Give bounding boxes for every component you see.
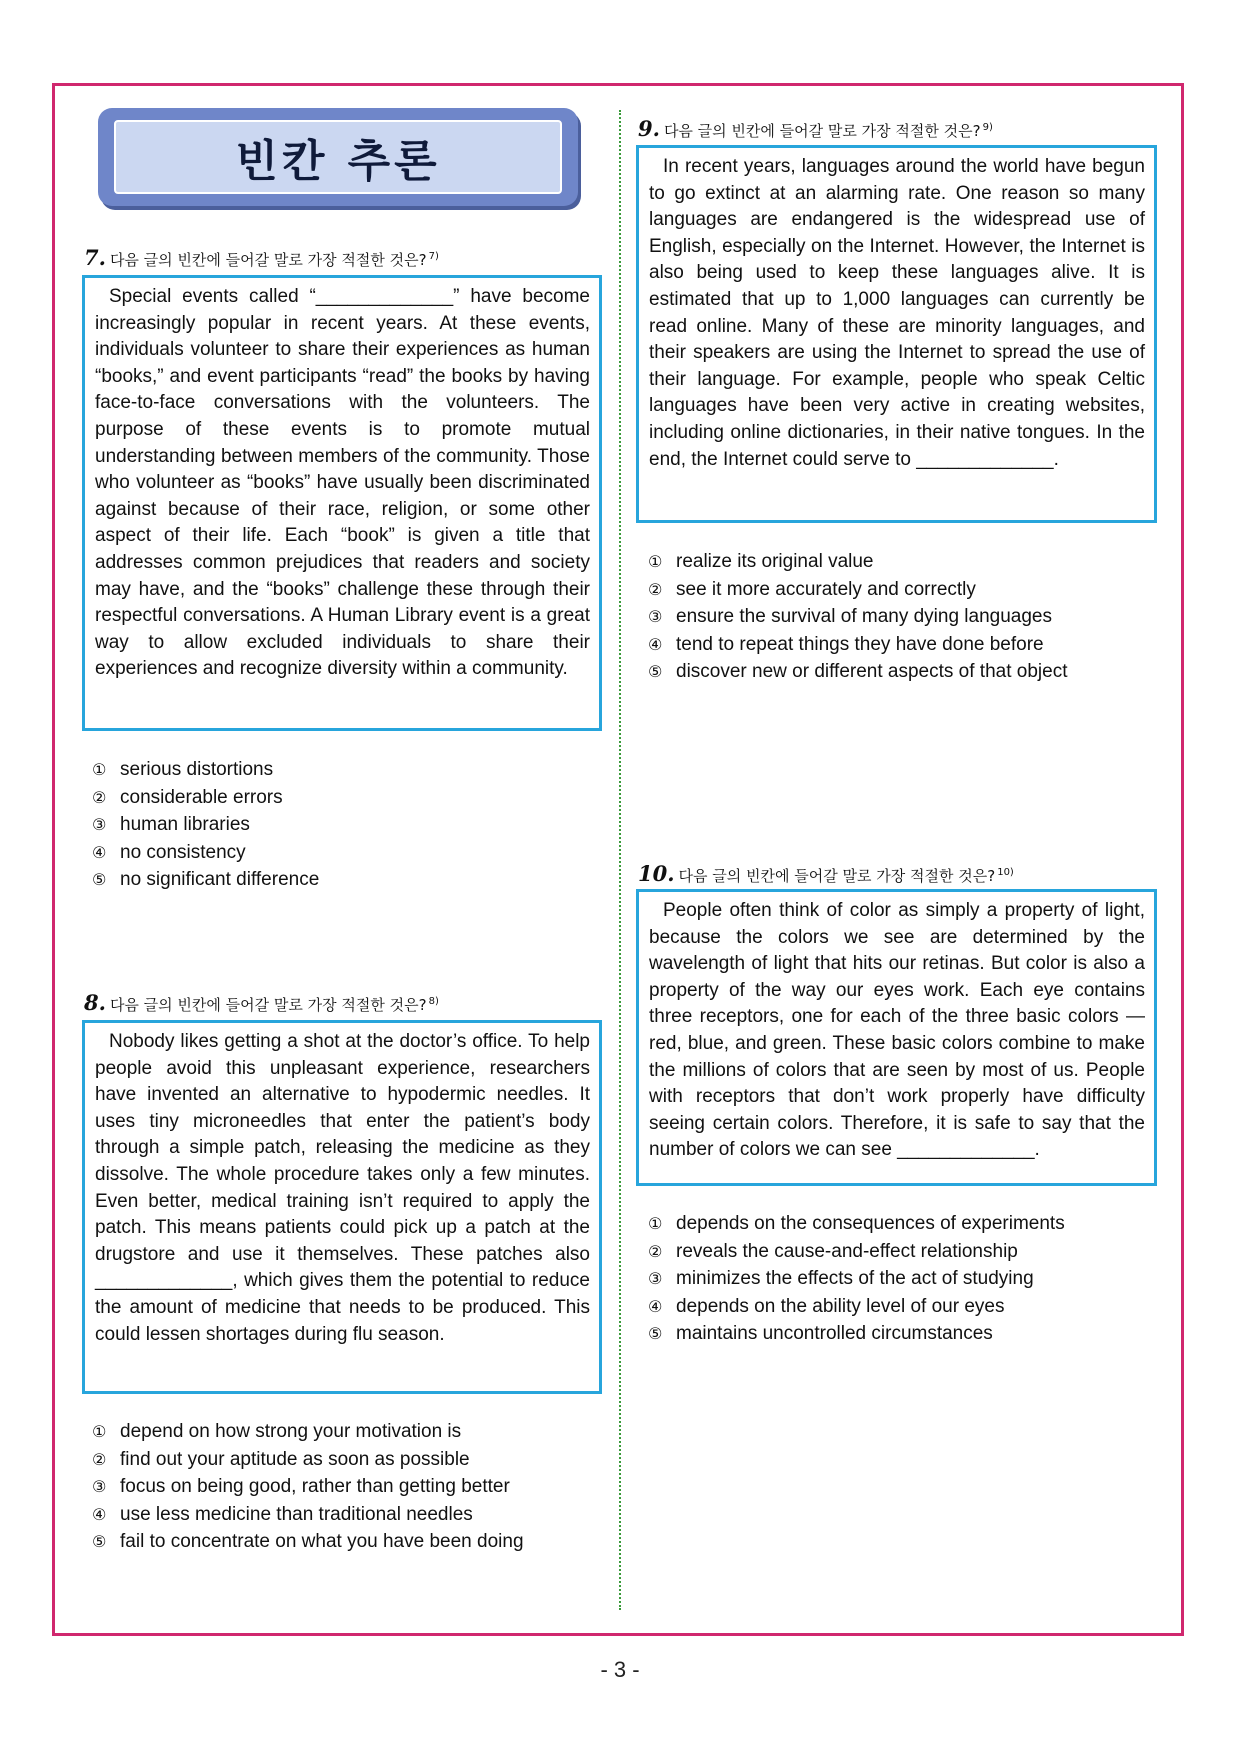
footnote-marker: 8) xyxy=(428,996,439,1007)
question-8-options xyxy=(92,1418,524,1556)
question-10-heading xyxy=(638,861,1014,886)
column-divider xyxy=(619,110,621,1610)
answer-option-1[interactable]: ① depend on how strong your motivation is xyxy=(92,1421,462,1442)
footnote-marker: 9) xyxy=(982,122,993,133)
footnote-marker: 10) xyxy=(997,867,1014,878)
section-banner-inner xyxy=(114,120,562,194)
answer-option-5[interactable]: ⑤ maintains uncontrolled circumstances xyxy=(648,1323,993,1344)
answer-option-4[interactable]: ④ use less medicine than traditional needles xyxy=(92,1503,473,1525)
question-9-options xyxy=(648,548,1067,686)
question-7-options xyxy=(92,756,319,894)
answer-option-1[interactable]: ① realize its original value xyxy=(648,551,874,572)
question-7-heading xyxy=(84,245,439,270)
question-instruction: 다음 글의 빈칸에 들어갈 말로 가장 적절한 것은? xyxy=(109,996,427,1014)
question-instruction: 다음 글의 빈칸에 들어갈 말로 가장 적절한 것은? xyxy=(663,122,981,140)
answer-option-2[interactable]: ② reveals the cause-and-effect relationship xyxy=(648,1240,1018,1262)
question-instruction: 다음 글의 빈칸에 들어갈 말로 가장 적절한 것은? xyxy=(109,251,427,269)
question-number: 9. xyxy=(638,116,660,141)
answer-option-3[interactable]: ③ human libraries xyxy=(92,814,250,835)
question-9-heading xyxy=(638,116,993,141)
answer-option-4[interactable]: ④ tend to repeat things they have done before xyxy=(648,633,1044,655)
answer-option-3[interactable]: ③ focus on being good, rather than getting better xyxy=(92,1476,510,1497)
answer-option-1[interactable]: ① depends on the consequences of experiments xyxy=(648,1213,1065,1234)
answer-option-1[interactable]: ① serious distortions xyxy=(92,759,274,780)
footnote-marker: 7) xyxy=(428,251,439,262)
answer-option-3[interactable]: ③ ensure the survival of many dying languages xyxy=(648,606,1053,627)
question-number: 7. xyxy=(84,245,106,270)
section-banner xyxy=(98,108,578,206)
section-title: 빈칸 추론 xyxy=(235,136,441,187)
question-number: 8. xyxy=(84,990,106,1015)
answer-option-5[interactable]: ⑤ no significant difference xyxy=(92,869,320,890)
question-7-passage: Special events called “_____________” have become increasingly popular in recent years. At these events, individuals volunteer to share their experiences as human “books,” and event participants “read” the books by having face-to-face conversations with the volunteers. The purpose of these events is to promote mutual understanding between members of the community. Those who volunteer as “books” have usually been discriminated against because of their race, religion, or some other aspect of their life. Each “book” is given a title that addresses common prejudices that readers and society may have, and the “books” challenge these through their respectful conversations. A Human Library event is a great way to allow excluded individuals to share their experiences and recognize diversity within a community. xyxy=(82,275,602,731)
question-10-passage: People often think of color as simply a property of light, because the colors we see are determined by the wavelength of light that hits our retinas. But color is also a property of the way our eyes work. Each eye contains three receptors, one for each of the three basic colors — red, blue, and green. These basic colors combine to make the millions of colors that are seen by most of us. People with receptors that don’t work properly have difficulty seeing certain colors. Therefore, it is safe to say that the number of colors we can see _____________. xyxy=(636,889,1157,1186)
answer-option-5[interactable]: ⑤ fail to concentrate on what you have been doing xyxy=(92,1531,524,1552)
answer-option-2[interactable]: ② find out your aptitude as soon as possible xyxy=(92,1448,470,1470)
answer-option-5[interactable]: ⑤ discover new or different aspects of that object xyxy=(648,661,1068,682)
answer-option-3[interactable]: ③ minimizes the effects of the act of studying xyxy=(648,1268,1034,1289)
question-9-passage: In recent years, languages around the world have begun to go extinct at an alarming rate. One reason so many languages are endangered is the widespread use of English, especially on the Internet. However, the Internet is also being used to keep these languages alive. It is estimated that up to 1,000 languages can currently be read online. Many of these are minority languages, and their speakers are using the Internet to spread the use of their language. For example, people who speak Celtic languages have been very active in creating websites, including online dictionaries, in their native tongues. In the end, the Internet could serve to _____________. xyxy=(636,145,1157,523)
answer-option-4[interactable]: ④ depends on the ability level of our eyes xyxy=(648,1295,1005,1317)
question-8-passage: Nobody likes getting a shot at the doctor’s office. To help people avoid this unpleasant experience, researchers have invented an alternative to hypodermic needles. It uses tiny microneedles that enter the patient’s body through a simple patch, releasing the medicine as they dissolve. The whole procedure takes only a few minutes. Even better, medical training isn’t required to apply the patch. This means patients could pick up a patch at the drugstore and use it themselves. These patches also _____________, which gives them the potential to reduce the amount of medicine that needs to be produced. This could lessen shortages during flu season. xyxy=(82,1020,602,1394)
answer-option-4[interactable]: ④ no consistency xyxy=(92,841,246,863)
answer-option-2[interactable]: ② see it more accurately and correctly xyxy=(648,578,976,600)
question-number: 10. xyxy=(638,861,675,886)
question-10-options xyxy=(648,1210,1065,1348)
answer-option-2[interactable]: ② considerable errors xyxy=(92,786,283,808)
question-8-heading xyxy=(84,990,439,1015)
question-instruction: 다음 글의 빈칸에 들어갈 말로 가장 적절한 것은? xyxy=(678,867,996,885)
page-number: - 3 - xyxy=(600,1657,640,1682)
